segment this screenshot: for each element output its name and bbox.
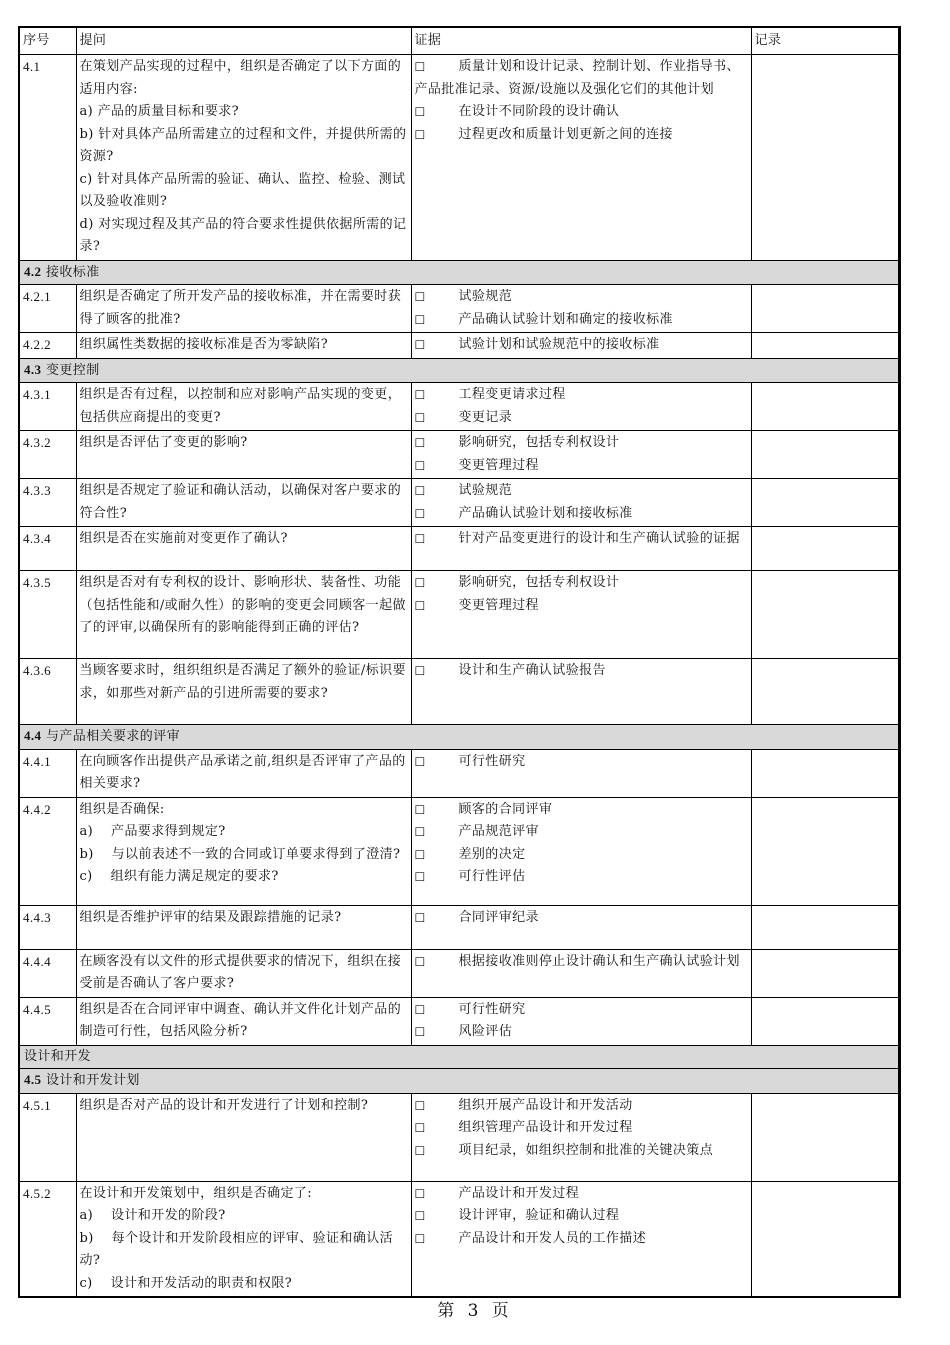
table-row [19, 1093, 899, 1181]
evidence-text: 质量计划和设计记录、控制计划、作业指导书、产品批准记录、资源/设施以及强化它们的其他计划 [414, 59, 740, 97]
page [18, 26, 900, 1298]
record-cell[interactable] [751, 479, 899, 527]
table-row [19, 905, 899, 949]
item-number: 4.3.5 [19, 571, 76, 659]
table-row [19, 527, 899, 571]
item-number: 4.2.2 [19, 333, 76, 359]
checkbox-icon[interactable]: ☐ [414, 754, 426, 769]
evidence-item [415, 999, 748, 1022]
checkbox-icon[interactable]: ☐ [414, 664, 426, 678]
section-label: 设计和开发 [24, 1048, 92, 1064]
table-row [19, 659, 899, 725]
evidence-cell [411, 797, 751, 905]
evidence-item [415, 124, 748, 147]
item-number: 4.4.2 [19, 797, 76, 905]
checkbox-icon[interactable]: ☐ [414, 1209, 426, 1223]
checkbox-icon[interactable]: ☐ [414, 870, 426, 884]
table-row [19, 949, 899, 997]
header-no: 序号 [19, 27, 76, 55]
section-row [19, 358, 899, 383]
evidence-item [415, 1140, 748, 1163]
question-line: b) 每个设计和开发阶段相应的评审、验证和确认活动? [79, 1230, 394, 1268]
item-number: 4.4.1 [19, 749, 76, 797]
checkbox-icon[interactable]: ☐ [414, 910, 426, 925]
item-number: 4.3.3 [19, 479, 76, 527]
evidence-item [415, 56, 748, 101]
table-row [19, 997, 899, 1045]
evidence-text: 试验规范 [458, 289, 513, 304]
checkbox-icon[interactable]: ☐ [414, 1025, 426, 1039]
checkbox-icon[interactable]: ☐ [414, 436, 426, 450]
section-label: 变更控制 [46, 362, 100, 378]
question-line: 在设计和开发策划中，组织是否确定了: [79, 1185, 313, 1201]
evidence-cell [411, 905, 751, 949]
section-row [19, 1045, 899, 1069]
section-row [19, 1069, 899, 1094]
header-evidence: 证据 [411, 27, 751, 55]
evidence-item [415, 572, 748, 595]
evidence-item [415, 334, 748, 357]
evidence-cell [411, 749, 751, 797]
evidence-text: 组织开展产品设计和开发活动 [458, 1097, 633, 1113]
evidence-item [415, 821, 748, 844]
table-row [19, 479, 899, 527]
evidence-text: 可行性评估 [458, 869, 526, 884]
evidence-cell [411, 997, 751, 1045]
evidence-cell [411, 527, 751, 571]
table-row [19, 55, 899, 261]
question-line: 组织是否对产品的设计和开发进行了计划和控制? [79, 1097, 369, 1113]
question-cell [76, 527, 411, 571]
question-cell [76, 479, 411, 527]
item-number: 4.5.2 [19, 1181, 76, 1297]
checkbox-icon[interactable]: ☐ [414, 484, 426, 498]
section-number: 4.4 [24, 728, 42, 743]
evidence-text: 试验计划和试验规范中的接收标准 [458, 337, 660, 352]
evidence-item [415, 1021, 748, 1044]
question-line: 在策划产品实现的过程中，组织是否确定了以下方面的适用内容: [79, 59, 402, 97]
question-cell [76, 1181, 411, 1297]
evidence-text: 试验规范 [458, 483, 513, 498]
question-cell [76, 749, 411, 797]
question-cell [76, 383, 411, 431]
evidence-cell [411, 431, 751, 479]
section-number: 4.2 [24, 263, 42, 279]
question-line: c) 针对具体产品所需的验证、确认、监控、检验、测试以及验收准则? [79, 171, 406, 209]
record-cell[interactable] [751, 1181, 899, 1297]
evidence-item [415, 799, 748, 822]
checkbox-icon[interactable]: ☐ [414, 1002, 426, 1017]
question-cell [76, 431, 411, 479]
question-cell [76, 949, 411, 997]
question-line: c) 组织有能力满足规定的要求? [79, 869, 279, 884]
checkbox-icon[interactable]: ☐ [414, 105, 426, 119]
evidence-item [415, 1205, 748, 1228]
question-line: 组织是否评估了变更的影响? [79, 435, 248, 450]
evidence-text: 变更管理过程 [458, 457, 539, 473]
question-line: c) 设计和开发活动的职责和权限? [79, 1275, 293, 1291]
question-line: 组织是否确保: [79, 801, 165, 817]
question-cell [76, 797, 411, 905]
evidence-text: 过程更改和质量计划更新之间的连接 [458, 126, 673, 142]
checkbox-icon[interactable]: ☐ [414, 576, 426, 590]
evidence-text: 差别的决定 [458, 846, 526, 862]
checkbox-icon[interactable]: ☐ [414, 60, 426, 74]
checkbox-icon[interactable]: ☐ [414, 312, 426, 327]
evidence-cell [411, 55, 751, 261]
checkbox-icon[interactable]: ☐ [414, 458, 426, 473]
question-line: 组织是否在合同评审中调查、确认并文件化计划产品的制造可行性，包括风险分析? [79, 1001, 402, 1039]
evidence-text: 项目纪录，如组织控制和批准的关键决策点 [458, 1142, 714, 1158]
audit-checklist-table [18, 26, 901, 1298]
evidence-item [415, 384, 748, 407]
evidence-text: 合同评审纪录 [458, 909, 539, 925]
section-row [19, 260, 899, 285]
question-line: 当顾客要求时，组织组织是否满足了额外的验证/标识要求，如那些对新产品的引进所需要的要求? [79, 663, 406, 701]
question-cell [76, 571, 411, 659]
record-cell[interactable] [751, 797, 899, 905]
item-number: 4.3.6 [19, 659, 76, 725]
section-label: 设计和开发计划 [46, 1073, 140, 1088]
table-row [19, 797, 899, 905]
evidence-item [415, 455, 748, 478]
evidence-text: 产品设计和开发过程 [458, 1185, 580, 1201]
evidence-item [415, 432, 748, 455]
page-number: 第 3 页 [437, 1301, 513, 1321]
question-line: 组织是否有过程，以控制和应对影响产品实现的变更，包括供应商提出的变更? [79, 387, 402, 425]
evidence-cell [411, 659, 751, 725]
evidence-item [415, 907, 748, 930]
question-line: b) 与以前表述不一致的合同或订单要求得到了澄清? [79, 846, 401, 862]
question-line: a) 设计和开发的阶段? [79, 1208, 226, 1223]
table-row [19, 1181, 899, 1297]
evidence-text: 产品确认试验计划和确定的接收标准 [458, 311, 673, 327]
question-line: 组织是否维护评审的结果及跟踪措施的记录? [79, 909, 342, 925]
evidence-text: 根据接收准则停止设计确认和生产确认试验计划 [458, 953, 740, 969]
section-row [19, 725, 899, 750]
checkbox-icon[interactable]: ☐ [414, 338, 426, 352]
checkbox-icon[interactable]: ☐ [414, 506, 426, 521]
question-line: 组织是否在实施前对变更作了确认? [79, 531, 288, 546]
evidence-item [415, 844, 748, 867]
evidence-item [415, 528, 748, 551]
question-line: 组织是否对有专利权的设计、影响形状、装备性、功能（包括性能和/或耐久性）的影响的变更会同顾客一起做了的评审,以确保所有的影响能得到正确的评估? [79, 575, 406, 635]
record-cell[interactable] [751, 659, 899, 725]
checkbox-icon[interactable]: ☐ [414, 847, 426, 862]
checkbox-icon[interactable]: ☐ [414, 127, 426, 142]
evidence-text: 影响研究，包括专利权设计 [458, 435, 620, 450]
question-cell [76, 55, 411, 261]
evidence-cell [411, 285, 751, 333]
table-row [19, 431, 899, 479]
record-cell[interactable] [751, 571, 899, 659]
evidence-item [415, 660, 748, 683]
section-label: 与产品相关要求的评审 [46, 729, 181, 744]
checkbox-icon[interactable]: ☐ [414, 1231, 426, 1246]
item-number: 4.4.3 [19, 905, 76, 949]
table-header-row [19, 27, 899, 55]
evidence-item [415, 407, 748, 430]
evidence-text: 组织管理产品设计和开发过程 [458, 1120, 633, 1135]
evidence-text: 在设计不同阶段的设计确认 [458, 104, 620, 119]
evidence-cell [411, 949, 751, 997]
item-number: 4.4.5 [19, 997, 76, 1045]
question-line: 组织是否规定了验证和确认活动，以确保对客户要求的符合性? [79, 483, 402, 521]
record-cell[interactable] [751, 1093, 899, 1181]
evidence-text: 产品确认试验计划和接收标准 [458, 505, 633, 521]
section-number: 4.3 [24, 361, 42, 377]
record-cell[interactable] [751, 55, 899, 261]
header-record: 记录 [751, 27, 899, 55]
item-number: 4.3.1 [19, 383, 76, 431]
question-cell [76, 333, 411, 359]
record-cell[interactable] [751, 997, 899, 1045]
evidence-text: 顾客的合同评审 [458, 801, 553, 817]
question-cell [76, 997, 411, 1045]
table-row [19, 571, 899, 659]
record-cell[interactable] [751, 527, 899, 571]
question-line: a) 产品要求得到规定? [79, 824, 226, 839]
evidence-cell [411, 1093, 751, 1181]
evidence-text: 变更管理过程 [458, 597, 539, 613]
checkbox-icon[interactable]: ☐ [414, 388, 426, 402]
question-cell [76, 905, 411, 949]
evidence-item [415, 309, 748, 332]
evidence-item [415, 751, 748, 774]
question-line: 在顾客没有以文件的形式提供要求的情况下，组织在接受前是否确认了客户要求? [79, 953, 402, 991]
evidence-item [415, 480, 748, 503]
evidence-item [415, 1117, 748, 1140]
header-question: 提问 [76, 27, 411, 55]
evidence-text: 产品设计和开发人员的工作描述 [458, 1230, 647, 1246]
section-title [19, 725, 899, 750]
evidence-item [415, 286, 748, 309]
checkbox-icon[interactable]: ☐ [414, 825, 426, 839]
checkbox-icon[interactable]: ☐ [414, 1098, 426, 1113]
question-line: a) 产品的质量目标和要求? [79, 104, 240, 119]
checkbox-icon[interactable]: ☐ [414, 802, 426, 817]
evidence-text: 可行性研究 [458, 1001, 526, 1017]
evidence-item [415, 1095, 748, 1118]
evidence-text: 可行性研究 [458, 753, 526, 769]
section-label: 接收标准 [46, 264, 100, 280]
checkbox-icon[interactable]: ☐ [414, 410, 426, 425]
evidence-text: 工程变更请求过程 [458, 387, 566, 402]
evidence-item [415, 595, 748, 618]
question-cell [76, 1093, 411, 1181]
evidence-item [415, 101, 748, 124]
evidence-cell [411, 479, 751, 527]
evidence-text: 设计和生产确认试验报告 [458, 663, 606, 678]
record-cell[interactable] [751, 333, 899, 359]
evidence-cell [411, 1181, 751, 1297]
evidence-item [415, 1183, 748, 1206]
checkbox-icon[interactable]: ☐ [414, 1143, 426, 1158]
item-number: 4.5.1 [19, 1093, 76, 1181]
question-line: b) 针对具体产品所需建立的过程和文件，并提供所需的资源? [79, 126, 407, 164]
checkbox-icon[interactable]: ☐ [414, 1186, 426, 1201]
question-line: d) 对实现过程及其产品的符合要求性提供依据所需的记录? [79, 216, 407, 254]
checkbox-icon[interactable]: ☐ [414, 954, 426, 969]
record-cell[interactable] [751, 749, 899, 797]
record-cell[interactable] [751, 949, 899, 997]
checkbox-icon[interactable]: ☐ [414, 1121, 426, 1135]
evidence-text: 针对产品变更进行的设计和生产确认试验的证据 [458, 531, 740, 546]
checkbox-icon[interactable]: ☐ [414, 290, 426, 304]
section-title [19, 1069, 899, 1094]
item-number: 4.1 [19, 55, 76, 261]
item-number: 4.2.1 [19, 285, 76, 333]
question-cell [76, 285, 411, 333]
evidence-text: 产品规范评审 [458, 824, 539, 839]
table-row [19, 285, 899, 333]
evidence-item [415, 951, 748, 974]
evidence-cell [411, 571, 751, 659]
question-line: 在向顾客作出提供产品承诺之前,组织是否评审了产品的相关要求? [79, 753, 406, 791]
checkbox-icon[interactable]: ☐ [414, 598, 426, 613]
table-row [19, 333, 899, 359]
section-title [19, 1045, 899, 1069]
question-line: 组织属性类数据的接收标准是否为零缺陷? [79, 337, 329, 352]
table-row [19, 383, 899, 431]
evidence-cell [411, 333, 751, 359]
record-cell[interactable] [751, 431, 899, 479]
evidence-text: 风险评估 [458, 1024, 513, 1039]
evidence-item [415, 503, 748, 526]
record-cell[interactable] [751, 905, 899, 949]
section-number: 4.5 [24, 1072, 42, 1087]
evidence-text: 影响研究，包括专利权设计 [458, 575, 620, 590]
evidence-text: 变更记录 [458, 409, 513, 425]
table-row [19, 749, 899, 797]
section-title [19, 358, 899, 383]
section-title [19, 260, 899, 285]
evidence-text: 设计评审，验证和确认过程 [458, 1208, 620, 1223]
evidence-item [415, 866, 748, 889]
evidence-item [415, 1228, 748, 1251]
item-number: 4.3.2 [19, 431, 76, 479]
record-cell[interactable] [751, 285, 899, 333]
item-number: 4.4.4 [19, 949, 76, 997]
checkbox-icon[interactable]: ☐ [414, 532, 426, 546]
record-cell[interactable] [751, 383, 899, 431]
question-line: 组织是否确定了所开发产品的接收标准，并在需要时获得了顾客的批准? [79, 289, 402, 327]
evidence-cell [411, 383, 751, 431]
item-number: 4.3.4 [19, 527, 76, 571]
question-cell [76, 659, 411, 725]
